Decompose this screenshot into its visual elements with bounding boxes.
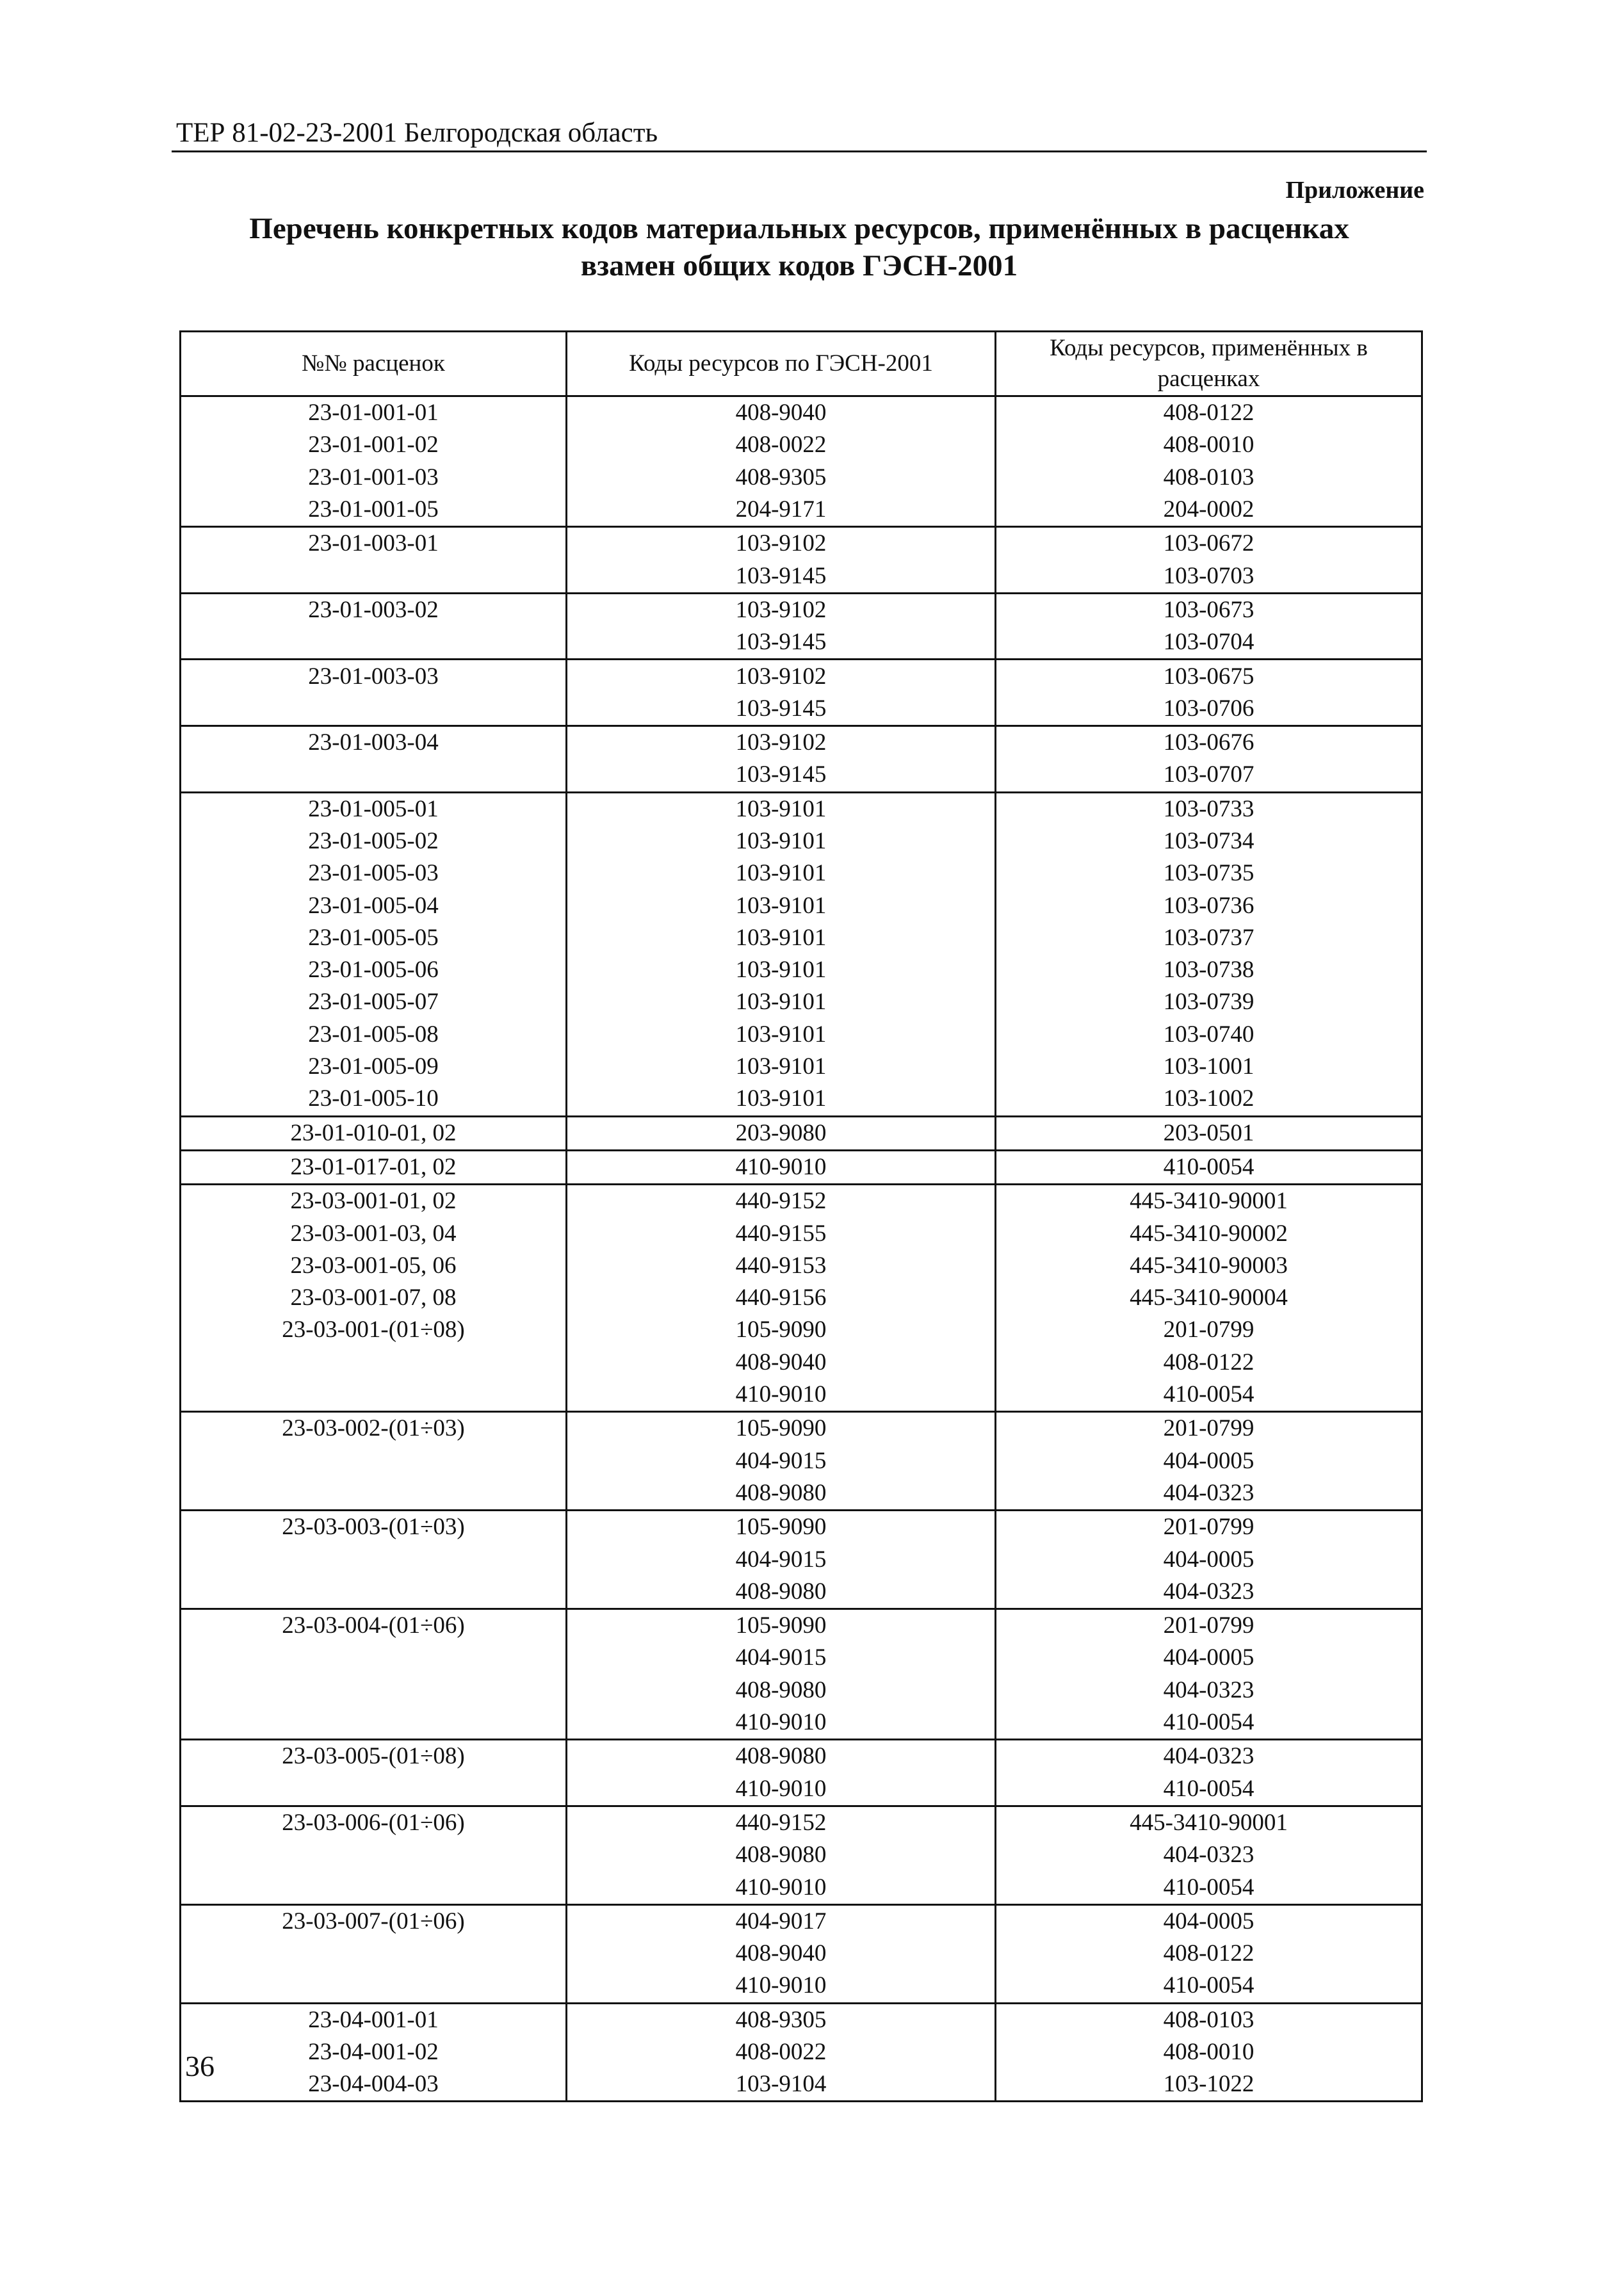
cell-rate-number: 23-01-005-04 (181, 889, 567, 921)
cell-rate-number: 23-03-001-07, 08 (181, 1282, 567, 1314)
cell-rate-number: 23-03-001-(01÷08) (181, 1314, 567, 1346)
cell-gesn-code: 105-9090 (567, 1412, 996, 1445)
cell-gesn-code: 103-9102 (567, 527, 996, 560)
table-row (181, 2068, 1422, 2102)
cell-rate-number (181, 759, 567, 792)
table-row (181, 1772, 1422, 1806)
cell-rate-number: 23-01-005-06 (181, 954, 567, 986)
cell-gesn-code: 103-9101 (567, 1019, 996, 1051)
cell-applied-code: 408-0103 (996, 462, 1422, 494)
cell-gesn-code: 103-9101 (567, 986, 996, 1018)
cell-rate-number: 23-01-005-03 (181, 857, 567, 889)
cell-gesn-code: 404-9015 (567, 1642, 996, 1674)
table-body (181, 396, 1422, 2102)
table-row (181, 494, 1422, 527)
table-row (181, 1412, 1422, 1445)
cell-rate-number: 23-04-004-03 (181, 2068, 567, 2102)
running-header: ТЕР 81-02-23-2001 Белгородская область (176, 118, 658, 148)
cell-gesn-code: 203-9080 (567, 1116, 996, 1150)
cell-rate-number (181, 1970, 567, 2003)
cell-applied-code: 103-0675 (996, 660, 1422, 693)
cell-applied-code: 201-0799 (996, 1314, 1422, 1346)
cell-gesn-code: 105-9090 (567, 1609, 996, 1642)
cell-applied-code: 103-0672 (996, 527, 1422, 560)
cell-gesn-code: 410-9010 (567, 1871, 996, 1904)
cell-gesn-code: 408-9040 (567, 1347, 996, 1379)
cell-gesn-code: 408-9040 (567, 1938, 996, 1970)
cell-rate-number (181, 693, 567, 726)
cell-gesn-code: 103-9102 (567, 726, 996, 759)
table-row (181, 1217, 1422, 1249)
appendix-label: Приложение (1285, 177, 1424, 204)
cell-rate-number: 23-01-005-01 (181, 792, 567, 825)
table-row (181, 726, 1422, 759)
table-row (181, 626, 1422, 660)
table-row (181, 1379, 1422, 1412)
cell-applied-code: 404-0005 (996, 1642, 1422, 1674)
table-row (181, 1938, 1422, 1970)
cell-gesn-code: 410-9010 (567, 1970, 996, 2003)
cell-applied-code: 404-0323 (996, 1674, 1422, 1707)
table-row (181, 1839, 1422, 1871)
cell-applied-code: 404-0323 (996, 1477, 1422, 1511)
page-number: 36 (185, 2050, 215, 2082)
cell-applied-code: 103-0706 (996, 693, 1422, 726)
cell-applied-code: 410-0054 (996, 1871, 1422, 1904)
table-row (181, 1970, 1422, 2003)
table-row (181, 693, 1422, 726)
cell-gesn-code: 408-9040 (567, 396, 996, 430)
table-row (181, 1674, 1422, 1707)
cell-applied-code: 410-0054 (996, 1150, 1422, 1184)
resource-codes-table (179, 330, 1423, 2102)
cell-gesn-code: 105-9090 (567, 1511, 996, 1544)
cell-applied-code: 201-0799 (996, 1609, 1422, 1642)
table-row (181, 1543, 1422, 1575)
table-row (181, 857, 1422, 889)
table-row (181, 1185, 1422, 1218)
cell-rate-number: 23-04-001-02 (181, 2036, 567, 2068)
cell-rate-number (181, 1543, 567, 1575)
table-row (181, 1347, 1422, 1379)
cell-applied-code: 408-0122 (996, 1938, 1422, 1970)
cell-applied-code: 408-0103 (996, 2003, 1422, 2036)
cell-gesn-code: 410-9010 (567, 1772, 996, 1806)
cell-applied-code: 445-3410-90001 (996, 1185, 1422, 1218)
cell-rate-number (181, 1379, 567, 1412)
cell-applied-code: 103-0734 (996, 825, 1422, 857)
cell-rate-number (181, 1707, 567, 1740)
cell-gesn-code: 103-9145 (567, 693, 996, 726)
cell-gesn-code: 440-9155 (567, 1217, 996, 1249)
cell-applied-code: 404-0323 (996, 1576, 1422, 1609)
cell-applied-code: 201-0799 (996, 1412, 1422, 1445)
cell-applied-code: 103-0673 (996, 593, 1422, 626)
cell-gesn-code: 103-9145 (567, 759, 996, 792)
cell-applied-code: 404-0323 (996, 1740, 1422, 1773)
table-row (181, 1282, 1422, 1314)
table-row (181, 1609, 1422, 1642)
table-row (181, 792, 1422, 825)
table-row (181, 2036, 1422, 2068)
cell-rate-number: 23-03-001-01, 02 (181, 1185, 567, 1218)
cell-gesn-code: 103-9101 (567, 954, 996, 986)
cell-applied-code: 408-0010 (996, 429, 1422, 461)
cell-gesn-code: 105-9090 (567, 1314, 996, 1346)
table-row (181, 1707, 1422, 1740)
cell-rate-number: 23-03-007-(01÷06) (181, 1904, 567, 1938)
cell-applied-code: 103-0740 (996, 1019, 1422, 1051)
cell-applied-code: 445-3410-90001 (996, 1806, 1422, 1839)
cell-rate-number: 23-01-001-05 (181, 494, 567, 527)
cell-rate-number (181, 1938, 567, 1970)
table-row (181, 889, 1422, 921)
cell-gesn-code: 103-9101 (567, 857, 996, 889)
cell-applied-code: 445-3410-90002 (996, 1217, 1422, 1249)
document-title (172, 210, 1427, 284)
table-header-row (181, 332, 1422, 396)
cell-applied-code: 103-0703 (996, 560, 1422, 593)
cell-applied-code: 203-0501 (996, 1116, 1422, 1150)
cell-applied-code: 404-0005 (996, 1445, 1422, 1477)
cell-rate-number: 23-03-004-(01÷06) (181, 1609, 567, 1642)
cell-applied-code: 103-0704 (996, 626, 1422, 660)
cell-gesn-code: 410-9010 (567, 1707, 996, 1740)
cell-rate-number (181, 1871, 567, 1904)
cell-gesn-code: 408-0022 (567, 429, 996, 461)
table-row (181, 1019, 1422, 1051)
cell-gesn-code: 440-9152 (567, 1185, 996, 1218)
cell-rate-number: 23-01-005-10 (181, 1083, 567, 1116)
cell-rate-number: 23-01-003-01 (181, 527, 567, 560)
cell-applied-code: 103-0739 (996, 986, 1422, 1018)
cell-rate-number: 23-01-001-03 (181, 462, 567, 494)
cell-applied-code: 408-0122 (996, 396, 1422, 430)
cell-applied-code: 410-0054 (996, 1707, 1422, 1740)
cell-rate-number: 23-01-001-01 (181, 396, 567, 430)
cell-gesn-code: 103-9101 (567, 922, 996, 954)
table-row (181, 1740, 1422, 1773)
table-row (181, 560, 1422, 593)
cell-rate-number: 23-03-001-05, 06 (181, 1250, 567, 1282)
cell-gesn-code: 408-9305 (567, 462, 996, 494)
cell-rate-number: 23-01-010-01, 02 (181, 1116, 567, 1150)
table-row (181, 2003, 1422, 2036)
table-row (181, 954, 1422, 986)
cell-rate-number (181, 1642, 567, 1674)
cell-rate-number (181, 1772, 567, 1806)
cell-gesn-code: 103-9102 (567, 593, 996, 626)
table-row (181, 1904, 1422, 1938)
cell-gesn-code: 408-9305 (567, 2003, 996, 2036)
cell-gesn-code: 404-9015 (567, 1445, 996, 1477)
cell-applied-code: 445-3410-90004 (996, 1282, 1422, 1314)
table-row (181, 922, 1422, 954)
table-row (181, 527, 1422, 560)
cell-gesn-code: 440-9152 (567, 1806, 996, 1839)
table-row (181, 1576, 1422, 1609)
cell-rate-number: 23-01-001-02 (181, 429, 567, 461)
column-header-applied-codes: Коды ресурсов, применённых в расценках (996, 332, 1422, 396)
cell-gesn-code: 440-9156 (567, 1282, 996, 1314)
cell-rate-number: 23-03-003-(01÷03) (181, 1511, 567, 1544)
cell-applied-code: 404-0005 (996, 1904, 1422, 1938)
table-row (181, 1871, 1422, 1904)
cell-gesn-code: 410-9010 (567, 1379, 996, 1412)
cell-applied-code: 103-0707 (996, 759, 1422, 792)
cell-applied-code: 103-1022 (996, 2068, 1422, 2102)
cell-rate-number: 23-01-017-01, 02 (181, 1150, 567, 1184)
cell-applied-code: 408-0010 (996, 2036, 1422, 2068)
header-rule (172, 150, 1427, 152)
cell-applied-code: 103-1001 (996, 1051, 1422, 1083)
cell-rate-number: 23-01-003-02 (181, 593, 567, 626)
table-row (181, 1511, 1422, 1544)
cell-gesn-code: 103-9104 (567, 2068, 996, 2102)
cell-rate-number (181, 1839, 567, 1871)
cell-applied-code: 103-0736 (996, 889, 1422, 921)
table-row (181, 1116, 1422, 1150)
cell-rate-number: 23-01-005-08 (181, 1019, 567, 1051)
table-row (181, 1642, 1422, 1674)
cell-rate-number: 23-03-006-(01÷06) (181, 1806, 567, 1839)
cell-rate-number: 23-01-003-03 (181, 660, 567, 693)
table-row (181, 986, 1422, 1018)
cell-rate-number (181, 1477, 567, 1511)
cell-applied-code: 103-0676 (996, 726, 1422, 759)
column-header-rates: №№ расценок (181, 332, 567, 396)
cell-applied-code: 404-0323 (996, 1839, 1422, 1871)
table-row (181, 660, 1422, 693)
cell-gesn-code: 408-9080 (567, 1477, 996, 1511)
cell-rate-number: 23-01-005-05 (181, 922, 567, 954)
table-row (181, 593, 1422, 626)
cell-gesn-code: 103-9102 (567, 660, 996, 693)
table-row (181, 1445, 1422, 1477)
cell-applied-code: 103-0738 (996, 954, 1422, 986)
table-row (181, 1806, 1422, 1839)
cell-rate-number (181, 1347, 567, 1379)
cell-gesn-code: 410-9010 (567, 1150, 996, 1184)
table-row (181, 1150, 1422, 1184)
cell-applied-code: 410-0054 (996, 1970, 1422, 2003)
cell-gesn-code: 408-9080 (567, 1674, 996, 1707)
cell-gesn-code: 408-9080 (567, 1576, 996, 1609)
cell-applied-code: 410-0054 (996, 1772, 1422, 1806)
cell-gesn-code: 103-9145 (567, 626, 996, 660)
cell-applied-code: 201-0799 (996, 1511, 1422, 1544)
cell-rate-number: 23-01-003-04 (181, 726, 567, 759)
cell-gesn-code: 103-9101 (567, 792, 996, 825)
cell-applied-code: 445-3410-90003 (996, 1250, 1422, 1282)
table-row (181, 1477, 1422, 1511)
cell-gesn-code: 440-9153 (567, 1250, 996, 1282)
table-row (181, 1314, 1422, 1346)
cell-rate-number: 23-01-005-02 (181, 825, 567, 857)
cell-gesn-code: 103-9145 (567, 560, 996, 593)
cell-applied-code: 204-0002 (996, 494, 1422, 527)
document-title-line-1: Перечень конкретных кодов материальных ресурсов, применённых в расценках (249, 212, 1349, 245)
cell-applied-code: 410-0054 (996, 1379, 1422, 1412)
cell-rate-number (181, 560, 567, 593)
table-row (181, 429, 1422, 461)
cell-rate-number: 23-01-005-09 (181, 1051, 567, 1083)
cell-gesn-code: 103-9101 (567, 1083, 996, 1116)
table-row (181, 462, 1422, 494)
cell-rate-number: 23-03-005-(01÷08) (181, 1740, 567, 1773)
table-row (181, 1250, 1422, 1282)
cell-applied-code: 404-0005 (996, 1543, 1422, 1575)
table-row (181, 759, 1422, 792)
cell-gesn-code: 408-9080 (567, 1839, 996, 1871)
cell-rate-number: 23-01-005-07 (181, 986, 567, 1018)
cell-gesn-code: 204-9171 (567, 494, 996, 527)
cell-gesn-code: 103-9101 (567, 825, 996, 857)
cell-rate-number: 23-03-002-(01÷03) (181, 1412, 567, 1445)
cell-gesn-code: 103-9101 (567, 889, 996, 921)
cell-gesn-code: 408-9080 (567, 1740, 996, 1773)
table-row (181, 1051, 1422, 1083)
cell-applied-code: 103-0733 (996, 792, 1422, 825)
table-row (181, 1083, 1422, 1116)
document-title-line-2: взамен общих кодов ГЭСН-2001 (580, 249, 1018, 282)
cell-gesn-code: 404-9015 (567, 1543, 996, 1575)
table-row (181, 396, 1422, 430)
column-header-gesn-codes: Коды ресурсов по ГЭСН-2001 (567, 332, 996, 396)
cell-gesn-code: 404-9017 (567, 1904, 996, 1938)
cell-applied-code: 408-0122 (996, 1347, 1422, 1379)
cell-gesn-code: 103-9101 (567, 1051, 996, 1083)
cell-rate-number (181, 1674, 567, 1707)
cell-applied-code: 103-0737 (996, 922, 1422, 954)
cell-rate-number (181, 626, 567, 660)
cell-rate-number (181, 1445, 567, 1477)
cell-gesn-code: 408-0022 (567, 2036, 996, 2068)
cell-applied-code: 103-1002 (996, 1083, 1422, 1116)
cell-rate-number (181, 1576, 567, 1609)
cell-rate-number: 23-04-001-01 (181, 2003, 567, 2036)
cell-applied-code: 103-0735 (996, 857, 1422, 889)
table-row (181, 825, 1422, 857)
cell-rate-number: 23-03-001-03, 04 (181, 1217, 567, 1249)
